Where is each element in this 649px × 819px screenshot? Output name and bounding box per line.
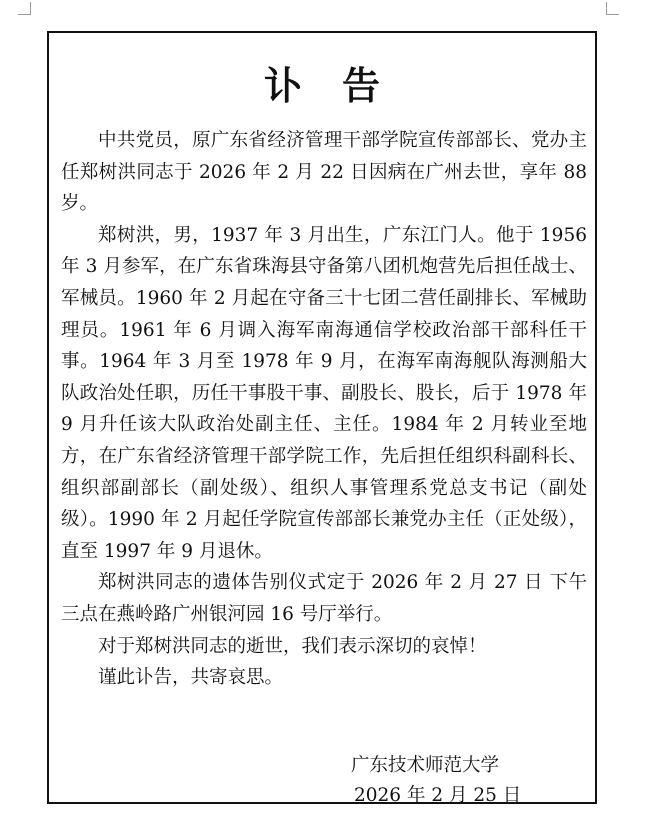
obituary-frame (47, 31, 597, 804)
signature-date: 2026 年 2 月 25 日 (354, 785, 522, 806)
paragraph-announcement: 中共党员，原广东省经济管理干部学院宣传部部长、党办主任郑树洪同志于 2026 年 2 月 22 日因病在广州去世，享年 88 岁。 (61, 130, 587, 215)
obituary-body (61, 125, 587, 694)
obituary-title: 讣告 (263, 63, 420, 108)
signature-block (351, 751, 581, 811)
paragraph-biography: 郑树洪，男，1937 年 3 月出生，广东江门人。他于 1956 年 3 月参军，在广东省珠海县守备第八团机炮营先后担任战士、军械员。1960 年 2 月起在守备三十七团二营任副排长、军械助理员。1961 年 6 月调入海军南海通信学校政治部干部科任干事。1964 年 3 月至 1978 年 9 月，在海军南海舰队海测船大队政治处任职，历任干事股干事、副股长、股长，后于 1978 年 9 月升任该大队政治处副主任、主任。1984 年 2 月转业至地方，在广东省经济管理干部学院工作，先后担任组织科副科长、组织部副部长（副处级）、组织人事管理系党总支书记（副处级）。1990 年 2 月起任学院宣传部部长兼党办主任（正处级），直至 1997 年 9 月退休。 (61, 224, 587, 562)
paragraph-condolence: 对于郑树洪同志的逝世，我们表示深切的哀悼！ (98, 635, 487, 657)
signature-organization: 广东技术师范大学 (351, 755, 500, 776)
paragraph-closing: 谨此讣告，共寄哀思。 (98, 667, 284, 689)
page-corner-mark-left (18, 2, 31, 15)
paragraph-farewell-ceremony: 郑树洪同志的遗体告别仪式定于 2026 年 2 月 27 日 下午三点在燕岭路广州银河园 16 号厅举行。 (61, 572, 587, 625)
page-corner-mark-right (606, 2, 619, 15)
